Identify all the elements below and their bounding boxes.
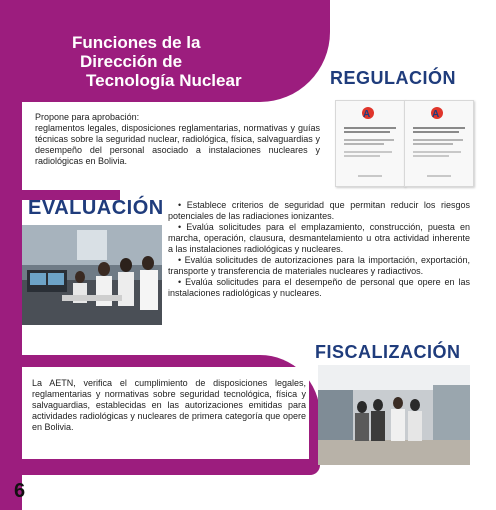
fiscalizacion-text: La AETN, verifica el cumplimiento de disposiciones legales, reglamentarias y normativas sobre seguridad tecnológica, física y salvaguardias, establecidas en las autorizaciones emitidas para actividades radiológicas y nucleares de primera categoría que opere en Bolivia. [32,378,306,432]
evaluacion-heading: EVALUACIÓN [28,197,164,219]
list-item: • Evalúa solicitudes para el emplazamiento, construcción, puesta en marcha, operación, clausura, desmantelamiento u otra actividad inherente a las instalaciones radiológicas y nucleares. [168,222,470,254]
page-title-line-2: Dirección de [80,52,183,71]
page-title-line-3: Tecnología Nuclear [86,71,242,90]
evaluacion-list [168,200,470,299]
regulacion-heading: REGULACIÓN [330,68,456,88]
list-item: • Evalúa solicitudes para el desempeño de personal que opere en las instalaciones radiológicas y nucleares. [168,277,470,298]
regulation-document-thumbnail [335,100,405,187]
laboratory-photo [22,225,162,325]
fiscalizacion-heading: FISCALIZACIÓN [315,342,461,362]
aetn-logo [360,106,380,121]
regulacion-text: Propone para aprobación: reglamentos legales, disposiciones reglamentarias, normativas y guías técnicas sobre la seguridad nuclear, radiológica, física, salvaguardias y desempeño del personal asociado a instalaciones nucleares y radiológicas en Bolivia. [35,112,320,166]
page-title-line-1: Funciones de la [72,33,201,52]
aetn-logo [429,106,449,121]
list-item: • Evalúa solicitudes de autorizaciones para la importación, exportación, transporte y transferencia de materiales nucleares y radiactivos. [168,255,470,276]
svg-text:A: A [363,109,371,120]
page-number: 6 [14,480,26,502]
svg-text:A: A [432,109,440,120]
inspection-photo [318,365,470,465]
regulation-document-thumbnail [404,100,474,187]
list-item: • Establece criterios de seguridad que permitan reducir los riesgos potenciales de las radiaciones ionizantes. [168,200,470,221]
